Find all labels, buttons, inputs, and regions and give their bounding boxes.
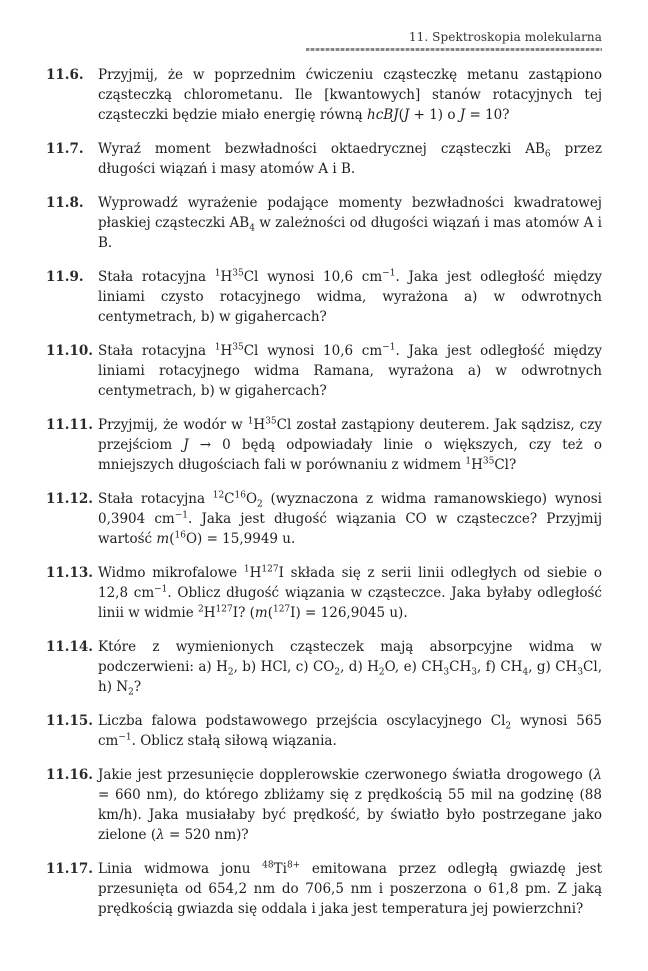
exercise-item: [46, 415, 602, 475]
header-rule: [306, 48, 602, 51]
exercise-number: 11.6.: [46, 67, 84, 83]
exercise-item: [46, 139, 602, 179]
exercise-number: 11.11.: [46, 417, 93, 433]
exercise-text: Które z wymienionych cząsteczek mają absorpcyjne widma w podczerwieni: a) $H_2$, b) HCl, c) $CO_2$, d) $H_2O$, e) $CH_3CH_3$, f) $CH_4$, g) $CH_3Cl$, h) $N_2$?: [98, 639, 602, 698]
exercise-list: [46, 65, 602, 919]
exercise-item: [46, 859, 602, 919]
exercise-number: 11.14.: [46, 639, 93, 655]
exercise-item: [46, 711, 602, 751]
exercise-text: Liczba falowa podstawowego przejścia oscylacyjnego $Cl_2$ wynosi 565 $cm^{-1}$. Oblicz stałą siłową wiązania.: [98, 713, 602, 749]
exercise-number: 11.9.: [46, 269, 84, 285]
exercise-item: [46, 489, 602, 549]
exercise-number: 11.7.: [46, 141, 84, 157]
exercise-number: 11.12.: [46, 491, 93, 507]
exercise-text: Wyraź moment bezwładności oktaedrycznej cząsteczki $AB_6$ przez długości wiązań i masy atomów A i B.: [98, 141, 602, 177]
exercise-text: Wyprowadź wyrażenie podające momenty bezwładności kwadratowej płaskiej cząsteczki $AB_4$ w zależności od długości wiązań i mas atomów A i B.: [98, 195, 602, 251]
exercise-text: Jakie jest przesunięcie dopplerowskie czerwonego światła drogowego (λ = 660 nm), do którego zbliżamy się z prędkością 55 mil na godzinę (88 km/h). Jaka musiałaby być prędkość, by światło było postrzegane jako zielone (λ = 520 nm)?: [98, 767, 602, 843]
exercise-item: [46, 341, 602, 401]
exercise-item: [46, 563, 602, 623]
exercise-item: [46, 637, 602, 697]
running-header: 11. Spektroskopia molekularna: [408, 30, 602, 44]
exercise-text: Stała rotacyjna $^1H^{35}Cl$ wynosi 10,6 $cm^{-1}$. Jaka jest odległość między liniami czysto rotacyjnego widma, wyrażona a) w odwrotnych centymetrach, b) w gigahercach?: [98, 268, 603, 325]
exercise-item: [46, 267, 602, 327]
exercise-text: Linia widmowa jonu $^{48}Ti^{8+}$ emitowana przez odległą gwiazdę jest przesunięta od 654,2 nm do 706,5 nm i poszerzona o 61,8 pm. Z jaką prędkością gwiazda się oddala i jaka jest temperatura jej powierzchni?: [98, 860, 602, 917]
exercise-item: [46, 765, 602, 845]
exercise-number: 11.15.: [46, 713, 93, 729]
exercise-text: Przyjmij, że wodór w $^1H^{35}Cl$ został zastąpiony deuterem. Jak sądzisz, czy przejściom J → 0 będą odpowiadały linie o większych, czy też o mniejszych długościach fali w porównaniu z widmem $^1H^{35}Cl$?: [98, 416, 602, 473]
exercise-text: Stała rotacyjna $^1H^{35}Cl$ wynosi 10,6 $cm^{-1}$. Jaka jest odległość między liniami rotacyjnego widma Ramana, wyrażona a) w odwrotnych centymetrach, b) w gigahercach?: [98, 342, 603, 399]
exercise-number: 11.13.: [46, 565, 93, 581]
exercise-text: Widmo mikrofalowe $^1H^{127}I$ składa się z serii linii odległych od siebie o 12,8 $cm^{-1}$. Oblicz długość wiązania w cząsteczce. Jaka byłaby odległość linii w widmie $^2H^{127}I$? (m($^{127}$I) = 126,9045 u).: [98, 564, 602, 621]
exercise-number: 11.8.: [46, 195, 84, 211]
exercise-text: Przyjmij, że w poprzednim ćwiczeniu cząsteczkę metanu zastąpiono cząsteczką chlorometanu. Ile [kwantowych] stanów rotacyjnych tej cząsteczki będzie miało energię równą hcBJ(J + 1) o J = 10?: [98, 67, 602, 123]
exercise-number: 11.17.: [46, 861, 93, 877]
exercise-item: [46, 65, 602, 125]
exercise-number: 11.10.: [46, 343, 93, 359]
exercise-item: [46, 193, 602, 253]
exercise-number: 11.16.: [46, 767, 93, 783]
exercise-text: Stała rotacyjna $^{12}C^{16}O_2$ (wyznaczona z widma ramanowskiego) wynosi 0,3904 $cm^{-1}$. Jaka jest długość wiązania CO w cząsteczce? Przyjmij wartość m($^{16}$O) = 15,9949 u.: [98, 490, 603, 547]
